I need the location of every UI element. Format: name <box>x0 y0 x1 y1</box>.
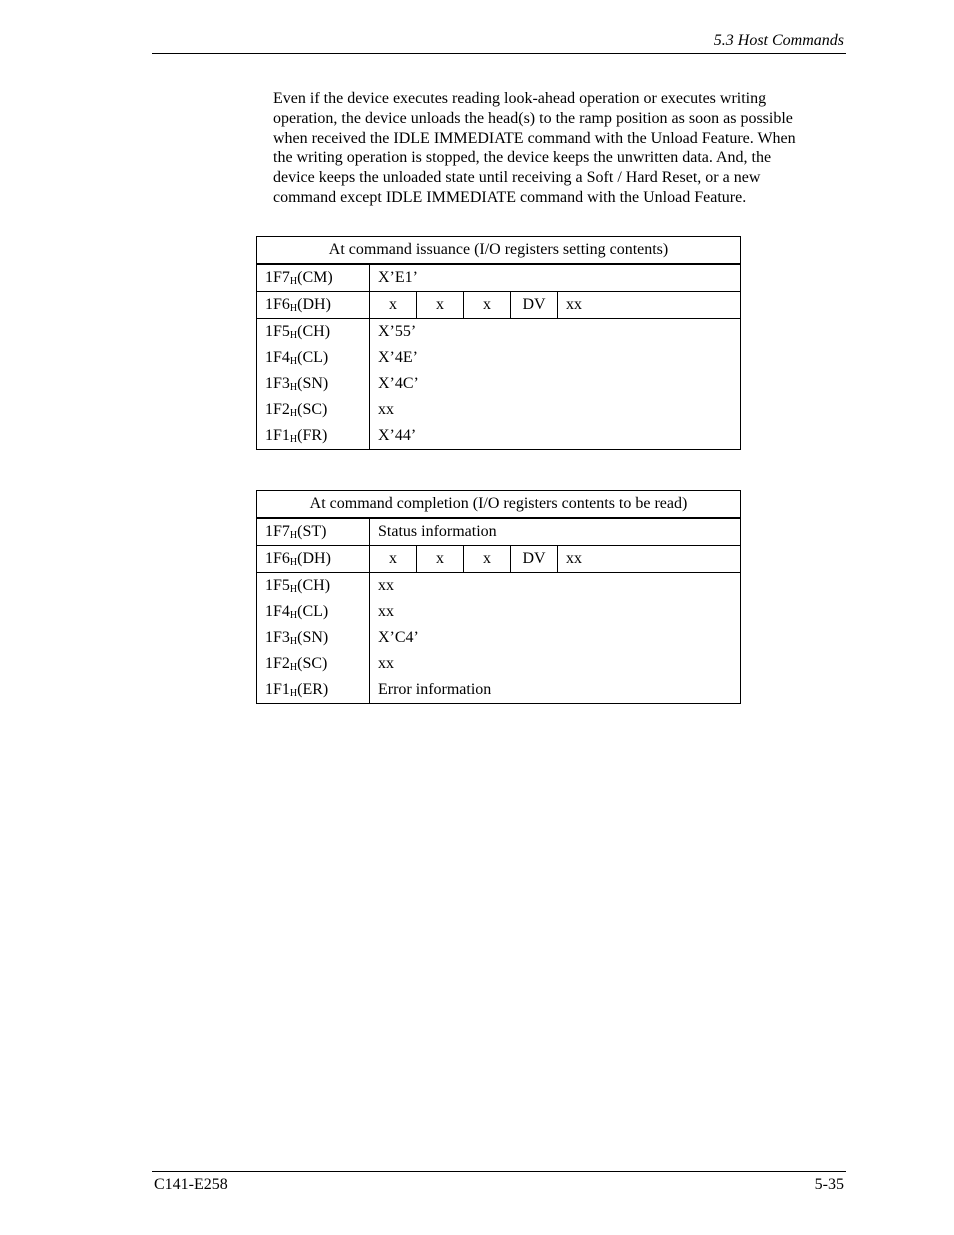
header-rule <box>152 53 846 54</box>
register-value: xx <box>370 573 741 600</box>
register-label: $1F6_H(DH)$ <box>257 292 370 319</box>
bit-cell: x <box>464 546 511 573</box>
register-value: Error information <box>370 677 741 704</box>
bit-cell: x <box>370 292 417 319</box>
register-label: $1F7_H(ST)$ <box>257 518 370 546</box>
body-line: command except IDLE IMMEDIATE command with the Unload Feature. <box>273 188 747 206</box>
body-line: device keeps the unloaded state until receiving a Soft / Hard Reset, or a new <box>273 169 761 187</box>
bit-cell: xx <box>558 292 741 319</box>
command-completion-table <box>256 490 741 704</box>
footer-rule <box>152 1171 846 1172</box>
register-label: $1F5_H(CH)$ <box>257 319 370 346</box>
register-label: $1F7_H(CM)$ <box>257 264 370 292</box>
body-line: Even if the device executes reading look-ahead operation or executes writing <box>273 90 767 107</box>
register-value: X’E1’ <box>370 264 741 292</box>
register-value: xx <box>370 397 741 423</box>
body-line: operation, the device unloads the head(s) to the ramp position as soon as possible <box>273 109 793 127</box>
register-value: X’4C’ <box>370 371 741 397</box>
register-value: X’4E’ <box>370 345 741 371</box>
register-label: $1F4_H(CL)$ <box>257 345 370 371</box>
register-value: X’44’ <box>370 423 741 450</box>
register-label: $1F2_H(SC)$ <box>257 651 370 677</box>
bit-cell: x <box>417 546 464 573</box>
bit-cell: xx <box>558 546 741 573</box>
register-value: X’55’ <box>370 319 741 346</box>
bit-cell: x <box>417 292 464 319</box>
register-value: xx <box>370 599 741 625</box>
bit-cell: DV <box>511 292 558 319</box>
register-label: $1F2_H(SC)$ <box>257 397 370 423</box>
register-value: X’C4’ <box>370 625 741 651</box>
command-issuance-table <box>256 236 741 450</box>
body-line: the writing operation is stopped, the device keeps the unwritten data. And, the <box>273 149 772 167</box>
page-number: 5-35 <box>814 1176 844 1193</box>
register-label: $1F4_H(CL)$ <box>257 599 370 625</box>
register-label: $1F1_H(ER)$ <box>257 677 370 704</box>
register-label: $1F6_H(DH)$ <box>257 546 370 573</box>
register-label: $1F5_H(CH)$ <box>257 573 370 600</box>
register-label: $1F3_H(SN)$ <box>257 625 370 651</box>
bit-cell: DV <box>511 546 558 573</box>
body-line: when received the IDLE IMMEDIATE command with the Unload Feature. When <box>273 129 796 147</box>
document-id: C141-E258 <box>154 1176 228 1193</box>
table-caption: At command completion (I/O registers contents to be read) <box>257 491 741 519</box>
register-value: xx <box>370 651 741 677</box>
register-label: $1F1_H(FR)$ <box>257 423 370 450</box>
register-label: $1F3_H(SN)$ <box>257 371 370 397</box>
table-caption: At command issuance (I/O registers setting contents) <box>257 237 741 265</box>
page-header-title: 5.3 Host Commands <box>713 32 844 49</box>
body-paragraph <box>273 89 839 208</box>
bit-cell: x <box>370 546 417 573</box>
register-value: Status information <box>370 518 741 546</box>
bit-cell: x <box>464 292 511 319</box>
